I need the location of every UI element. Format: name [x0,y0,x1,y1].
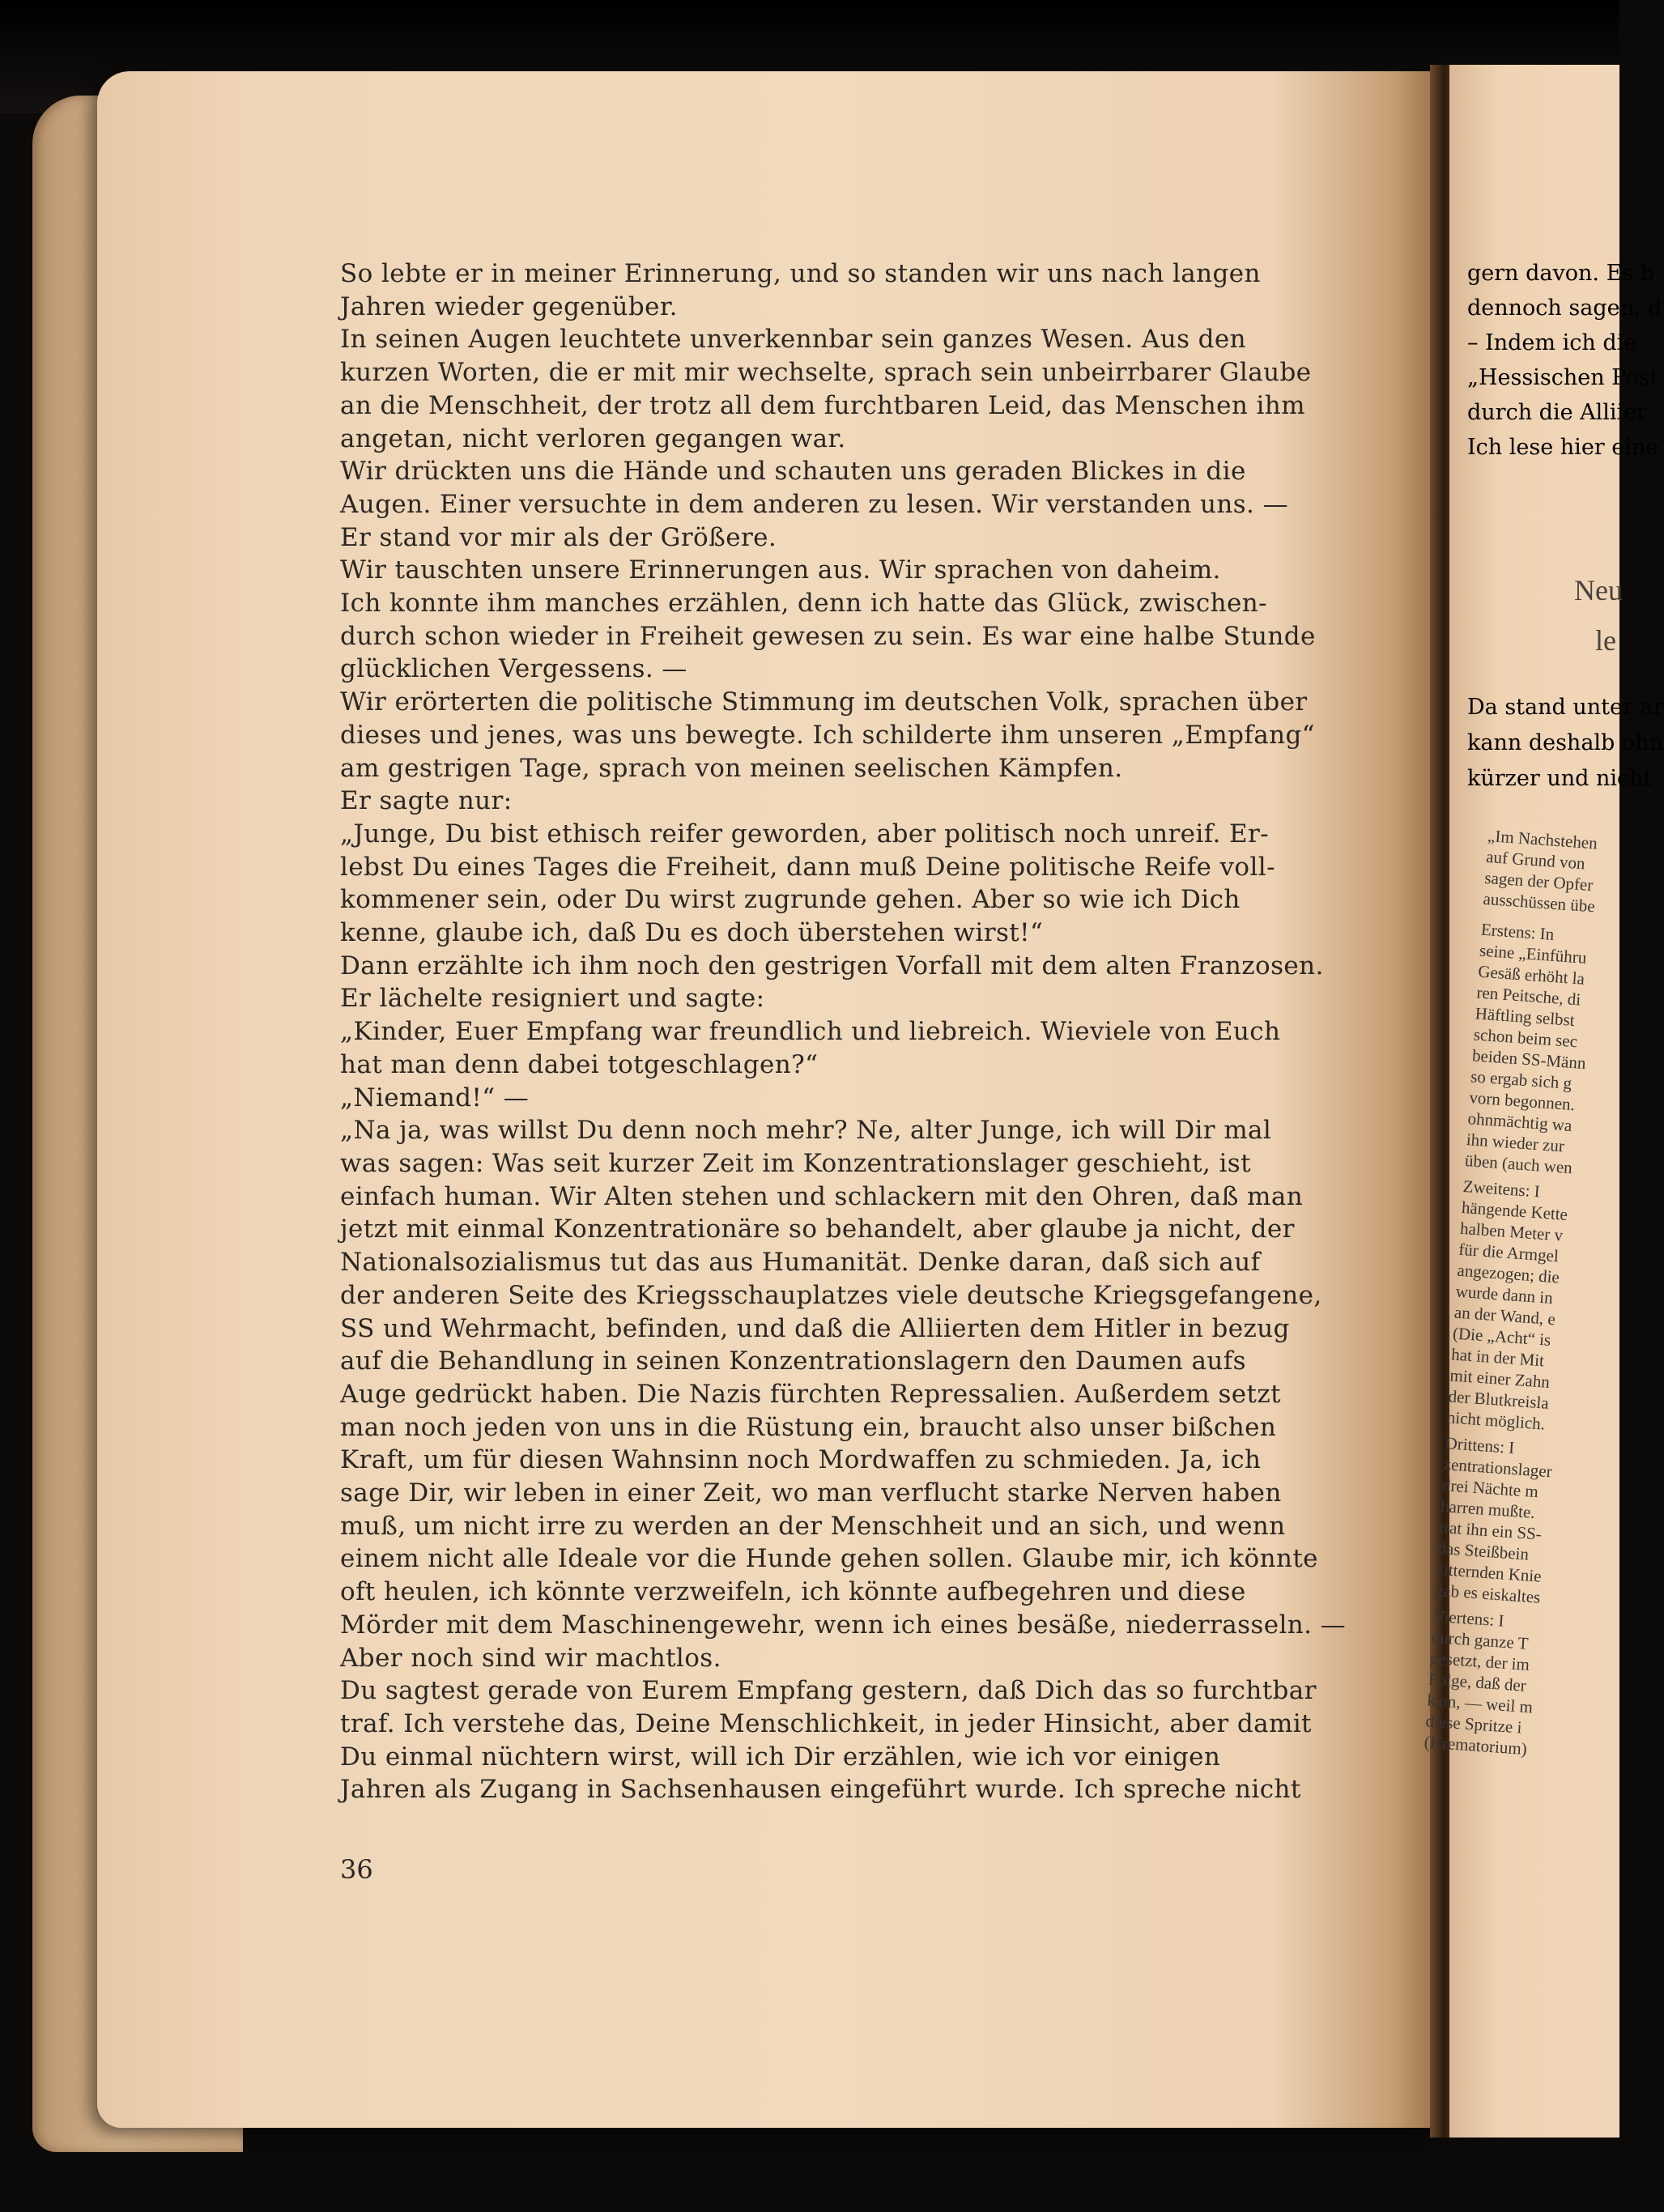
page-number: 36 [340,1854,373,1885]
right-page-small-line: durch ganze T [1431,1627,1530,1653]
text-line: angetan, nicht verloren gegangen war. [340,423,846,453]
text-line: Jahren wieder gegenüber. [340,291,678,321]
right-page-small-line: Erstens: In [1480,919,1555,944]
text-line: Augen. Einer versuchte in dem anderen zu lesen. Wir verstanden uns. — [340,489,1288,519]
text-line: muß, um nicht irre zu werden an der Menschheit und an sich, und wenn [340,1511,1286,1541]
right-page-small-line: halben Meter v [1459,1218,1564,1245]
right-page-small-line: „Im Nachstehen [1487,826,1598,853]
right-page-line: „Hessischen Post [1467,365,1659,390]
text-line: kurzen Worten, die er mit mir wechselte, sprach sein unbeirrbarer Glaube [340,358,1312,388]
text-line: „Junge, Du bist ethisch reifer geworden, aber politisch noch unreif. Er- [340,819,1270,849]
right-page-line: – Indem ich die [1467,330,1637,355]
text-line: am gestrigen Tage, sprach von meinen seelischen Kämpfen. [340,753,1123,783]
text-line: Nationalsozialismus tut das aus Humanität. Denke daran, daß sich auf [340,1248,1261,1278]
right-page-heading: Neu [1574,574,1623,606]
right-page-small-line: so ergab sich g [1470,1066,1573,1093]
right-page-small-line: (Krematorium) [1424,1732,1528,1759]
text-line: Wir erörterten die politische Stimmung im deutschen Volk, sprachen über [340,687,1308,717]
right-page-line: dennoch sagen, d [1467,296,1662,321]
text-line: traf. Ich verstehe das, Deine Menschlichkeit, in jeder Hinsicht, aber damit [340,1708,1312,1738]
right-page-small-line: der Blutkreisla [1447,1386,1550,1413]
right-page-small-line: Viertens: I [1432,1606,1505,1631]
right-page-small-line: Zweitens: I [1462,1176,1541,1202]
right-page-small-line: Drittens: I [1444,1433,1516,1458]
right-page-small-line: schon beim sec [1473,1024,1578,1052]
text-line: Du einmal nüchtern wirst, will ich Dir erzählen, wie ich vor einigen [340,1742,1221,1772]
text-line: Auge gedrückt haben. Die Nazis fürchten Repressalien. Außerdem setzt [340,1379,1281,1409]
text-line: hat man denn dabei totgeschlagen?“ [340,1049,819,1079]
right-page-small-line: hat in der Mit [1450,1344,1545,1371]
text-line: „Niemand!“ — [340,1083,530,1112]
right-page-small-line: seine „Einführu [1479,940,1588,968]
right-page-small-line: wurde dann in [1454,1281,1554,1308]
right-page-small-line: kam, — weil m [1426,1690,1534,1717]
right-page-line: Ich lese hier eine [1467,435,1659,460]
right-page-small-line: gesetzt, der im [1429,1648,1530,1675]
right-page-small-line: üben (auch wen [1464,1151,1573,1178]
right-page-small-line: Folge, daß der [1428,1669,1527,1695]
right-page-line: kürzer und nicht [1467,766,1653,791]
text-line: Mörder mit dem Maschinengewehr, wenn ich eines besäße, niederrasseln. — [340,1610,1347,1640]
right-page-small-line: ren Peitsche, di [1475,982,1582,1010]
right-page-line: kann deshalb ohn [1467,730,1663,755]
text-line: lebst Du eines Tages die Freiheit, dann muß Deine politische Reife voll- [340,852,1275,882]
text-line: „Na ja, was willst Du denn noch mehr? Ne, alter Junge, ich will Dir mal [340,1116,1272,1146]
text-line: Jahren als Zugang in Sachsenhausen eingeführt wurde. Ich spreche nicht [340,1775,1301,1805]
text-line: SS und Wehrmacht, befinden, und daß die Alliierten dem Hitler in bezug [340,1313,1290,1343]
right-page-small-line: sagen der Opfer [1483,867,1594,895]
right-page-small-line: gab es eiskaltes [1434,1580,1542,1607]
right-page-heading: le [1595,624,1616,657]
text-line: an die Menschheit, der trotz all dem furchtbaren Leid, das Menschen ihm [340,390,1305,420]
right-page-small-line: nicht möglich. [1446,1407,1546,1434]
right-page-small-line: an der Wand, e [1453,1302,1556,1329]
text-line: „Kinder, Euer Empfang war freundlich und liebreich. Wieviele von Euch [340,1017,1281,1047]
right-page-line: durch die Alliier [1467,400,1648,425]
right-page-small-line: trat ihn ein SS- [1438,1516,1543,1544]
right-page-small-line: drei Nächte m [1441,1475,1539,1502]
right-page-small-line: für die Armgel [1458,1239,1560,1266]
text-line: sage Dir, wir leben in einer Zeit, wo man verflucht starke Nerven haben [340,1478,1282,1508]
text-line: einfach human. Wir Alten stehen und schlackern mit den Ohren, daß man [340,1181,1304,1211]
text-line: Kraft, um für diesen Wahnsinn noch Mordwaffen zu schmieden. Ja, ich [340,1445,1262,1475]
right-page-small-line: zentrationslager [1443,1454,1553,1482]
text-line: kenne, glaube ich, daß Du es doch überstehen wirst!“ [340,918,1044,948]
text-line: Wir tauschten unsere Erinnerungen aus. Wir sprachen von daheim. [340,555,1221,585]
text-line: man noch jeden von uns in die Rüstung ein, braucht also unser bißchen [340,1412,1277,1442]
text-line: Er sagte nur: [340,786,513,816]
right-page-small-line: diese Spritze i [1424,1711,1523,1738]
text-line: Aber noch sind wir machtlos. [340,1643,721,1673]
text-line: So lebte er in meiner Erinnerung, und so standen wir uns nach langen [340,259,1261,288]
text-line: kommener sein, oder Du wirst zugrunde gehen. Aber so wie ich Dich [340,885,1241,915]
right-page-line: Da stand unter ar [1467,695,1664,720]
text-line: oft heulen, ich könnte verzweifeln, ich könnte aufbegehren und diese [340,1577,1246,1607]
right-page-small-line: Gesäß erhöht la [1477,961,1585,989]
text-line: durch schon wieder in Freiheit gewesen zu sein. Es war eine halbe Stunde [340,621,1316,651]
right-page-small-line: auf Grund von [1485,846,1586,874]
right-page-small-line: ihn wieder zur [1466,1129,1565,1156]
text-line: glücklichen Vergessens. — [340,654,687,684]
right-page-small-line: mit einer Zahn [1449,1365,1551,1392]
right-page-small-line: (Die „Acht“ is [1452,1323,1552,1350]
right-page-small-line: harren mußte. [1440,1495,1536,1523]
right-page-small-line: ausschüssen übe [1482,888,1596,917]
text-line: dieses und jenes, was uns bewegte. Ich schilderte ihm unseren „Empfang“ [340,720,1315,750]
text-line: Er stand vor mir als der Größere. [340,522,777,552]
right-page-small-line: vorn begonnen. [1468,1087,1576,1115]
right-page-small-line: beiden SS-Männ [1471,1045,1587,1074]
text-line: Ich konnte ihm manches erzählen, denn ich hatte das Glück, zwischen- [340,589,1267,619]
text-line: Dann erzählte ich ihm noch den gestrigen Vorfall mit dem alten Franzosen. [340,951,1324,981]
right-page-line: gern davon. Es b [1467,261,1655,286]
text-line: Er lächelte resigniert und sagte: [340,984,765,1014]
text-line: Wir drückten uns die Hände und schauten uns geraden Blickes in die [340,457,1246,487]
text-line: auf die Behandlung in seinen Konzentrationslagern den Daumen aufs [340,1346,1246,1376]
right-page-small-line: zitternden Knie [1435,1559,1543,1586]
right-page-small-line: hängende Kette [1461,1197,1568,1224]
left-page-body-text [340,257,1397,1806]
right-page-small-line: Häftling selbst [1474,1003,1576,1030]
text-line: In seinen Augen leuchtete unverkennbar sein ganzes Wesen. Aus den [340,325,1247,355]
right-page-small-line: ohnmächtig wa [1466,1108,1573,1136]
text-line: der anderen Seite des Kriegsschauplatzes viele deutsche Kriegsgefangene, [340,1280,1322,1310]
right-page-small-line: das Steißbein [1436,1538,1530,1564]
text-line: Du sagtest gerade von Eurem Empfang gestern, daß Dich das so furchtbar [340,1676,1317,1706]
text-line: einem nicht alle Ideale vor die Hunde gehen sollen. Glaube mir, ich könnte [340,1544,1318,1574]
text-line: was sagen: Was seit kurzer Zeit im Konzentrationslager geschieht, ist [340,1148,1251,1178]
right-page-small-line: angezogen; die [1456,1260,1560,1287]
text-line: jetzt mit einmal Konzentrationäre so behandelt, aber glaube ja nicht, der [340,1214,1295,1244]
